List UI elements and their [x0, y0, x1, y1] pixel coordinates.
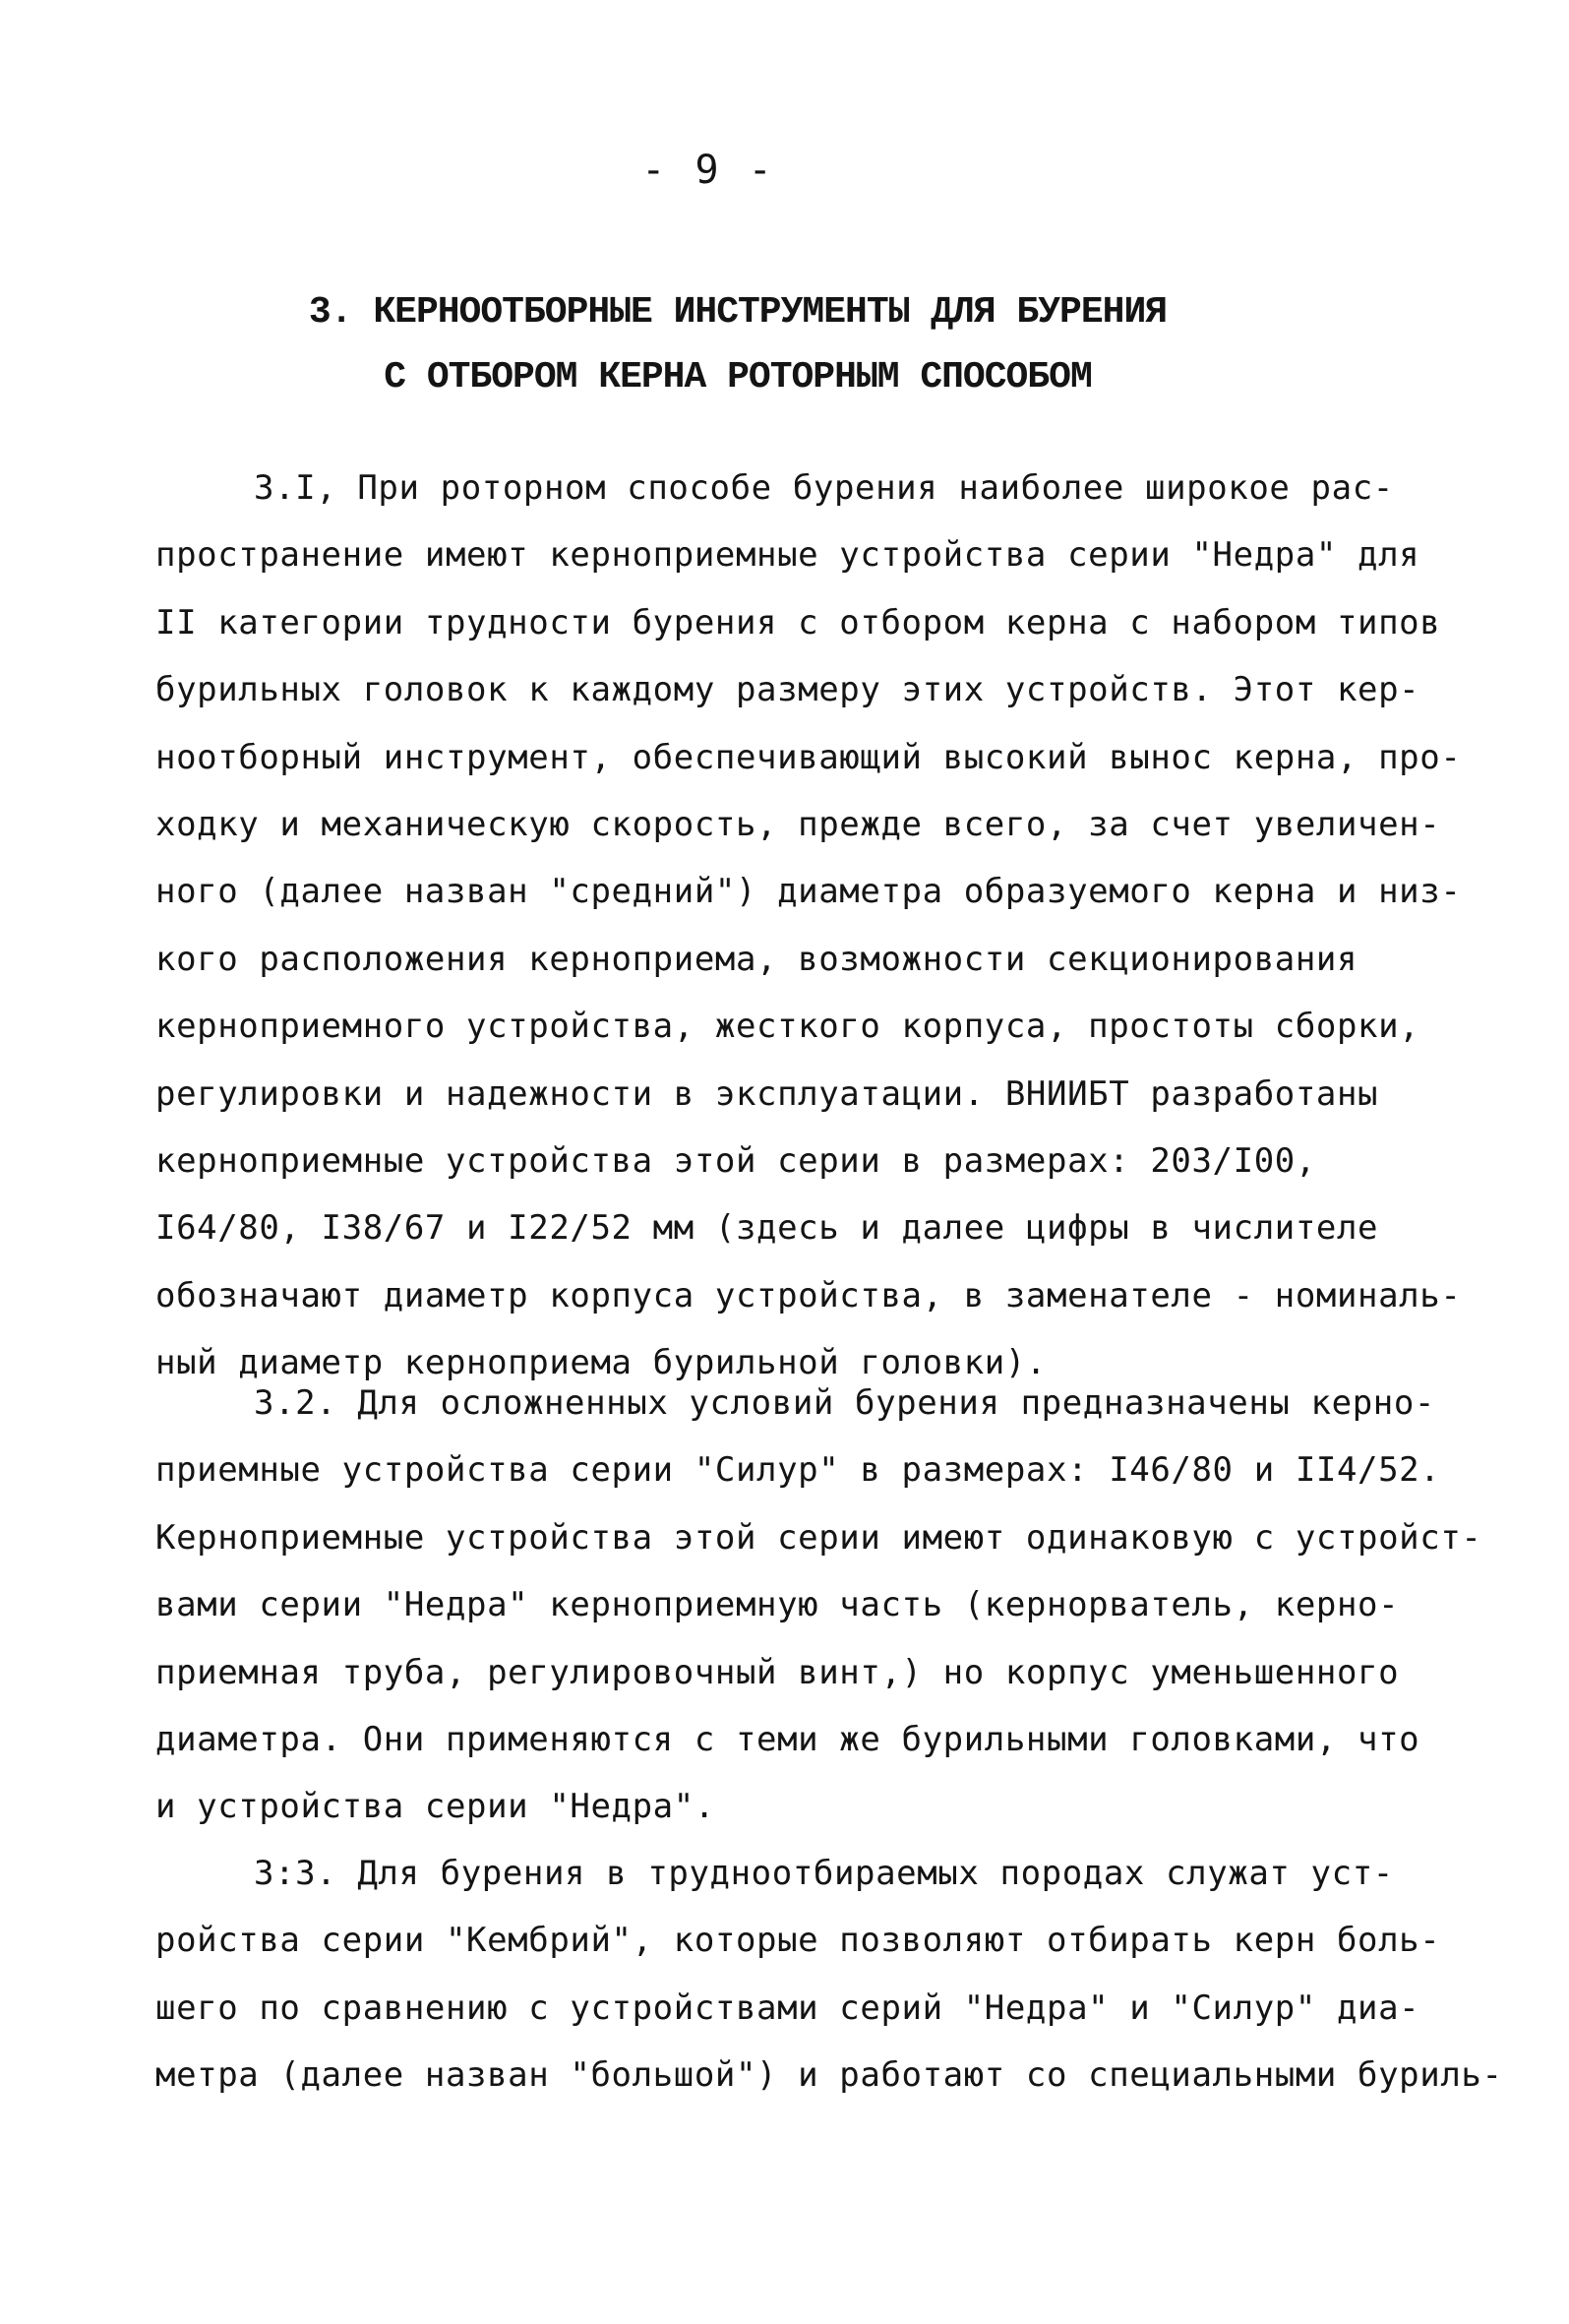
section-heading	[0, 280, 1476, 410]
text-line: ный диаметр кернoприема бурильной головки).	[155, 1343, 1047, 1383]
text-line: шего по сравнению с устройствами серий "Недра" и "Силур" диа-	[155, 1988, 1420, 2028]
heading-line: С ОТБОРОМ КЕРНА РОТОРНЫМ СПОСОБОМ	[384, 356, 1092, 398]
text-line: ного (далее назван "средний") диаметра образуемого керна и низ-	[155, 872, 1462, 912]
text-line: приемная труба, регулировочный винт,) но корпус уменьшенного	[155, 1652, 1400, 1692]
text-line: 3.I, При роторном способе бурения наиболее широкое рас-	[254, 468, 1394, 508]
paragraph-3-3	[155, 1840, 1503, 2110]
text-line: пространение имеют керноприемные устройства серии "Недра" для	[155, 535, 1420, 576]
text-line: вами серии "Недра" керноприемную часть (кернорватель, керно-	[155, 1585, 1400, 1625]
text-line: ноотборный инструмент, обеспечивающий высокий вынос керна, про-	[155, 737, 1462, 777]
text-line: I64/80, I38/67 и I22/52 мм (здесь и далее цифры в числителе	[155, 1208, 1379, 1249]
text-line: регулировки и надежности в эксплуатации. ВНИИБТ разработаны	[155, 1073, 1379, 1114]
text-line: ройства серии "Кембрий", которые позволяют отбирать керн боль-	[155, 1921, 1441, 1961]
text-line: Керноприемные устройства этой серии имеют одинаковую с устройст-	[155, 1517, 1482, 1558]
text-line: керноприемного устройства, жесткого корпуса, простоты сборки,	[155, 1007, 1420, 1047]
paragraph-3-2	[155, 1370, 1482, 1841]
text-line: керноприемные устройства этой серии в размерах: 203/I00,	[155, 1140, 1316, 1181]
paragraph-3-1	[155, 455, 1474, 1396]
text-line: ходку и механическую скорость, прежде всего, за счет увеличен-	[155, 804, 1441, 844]
page-number: - 9 -	[641, 148, 775, 193]
text-line: 3:3. Для бурения в трудноотбираемых породах служат уст-	[254, 1854, 1394, 1893]
text-line: II категории трудности бурения с отбором керна с набором типов	[155, 602, 1441, 642]
text-line: бурильных головок к каждому размеру этих устройств. Этот кер-	[155, 670, 1420, 710]
text-line: диаметра. Они применяются с теми же бурильными головками, что	[155, 1719, 1420, 1759]
text-line: кого расположения кернoприема, возможности секционирования	[155, 939, 1358, 979]
text-line: приемные устройства серии "Силур" в размерах: I46/80 и II4/52.	[155, 1450, 1441, 1491]
heading-line: 3. КЕРНООТБОРНЫЕ ИНСТРУМЕНТЫ ДЛЯ БУРЕНИЯ	[308, 291, 1168, 334]
text-line: обозначают диаметр корпуса устройства, в заменателе - номиналь-	[155, 1275, 1462, 1315]
text-line: метра (далее назван "большой") и работают со специальными буриль-	[155, 2055, 1503, 2096]
text-line: 3.2. Для осложненных условий бурения предназначены керно-	[254, 1383, 1435, 1423]
text-line: и устройства серии "Недра".	[155, 1787, 715, 1827]
